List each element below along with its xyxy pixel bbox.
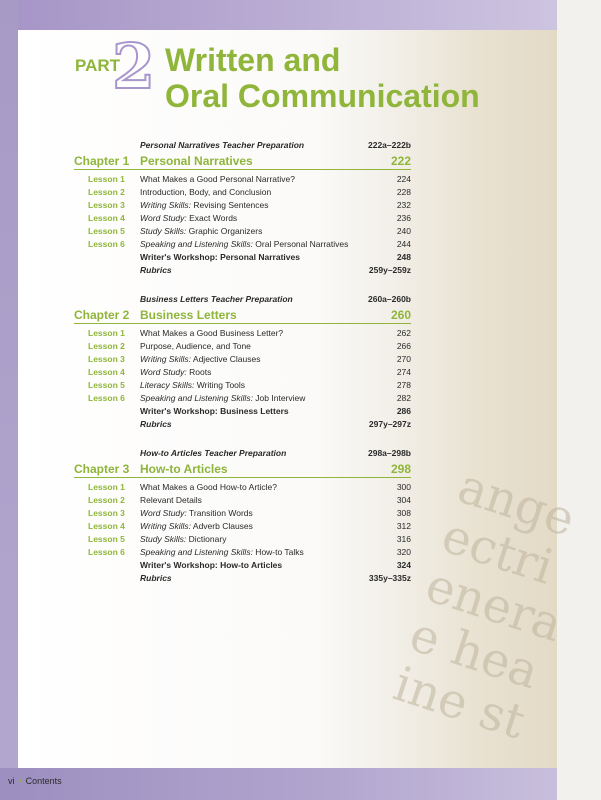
lesson-title <box>140 367 211 377</box>
footer-page-number: vi <box>8 776 15 786</box>
chapter-rule <box>74 169 411 170</box>
lesson-title-prefix: Speaking and Listening Skills: <box>140 547 253 557</box>
lesson-title <box>140 482 277 492</box>
lesson-row <box>0 482 557 495</box>
part-title-line2: Oral Communication <box>165 78 480 114</box>
lesson-title <box>140 495 202 505</box>
lesson-title-text: What Makes a Good Business Letter? <box>140 328 284 338</box>
lesson-title <box>140 521 253 531</box>
lesson-label: Lesson 3 <box>88 354 125 364</box>
chapter-title: Business Letters <box>140 308 237 322</box>
footer <box>8 776 62 786</box>
lesson-row <box>0 393 557 406</box>
lesson-title-text: Adjective Clauses <box>191 354 261 364</box>
part-title-line1: Written and <box>165 42 341 78</box>
lesson-page: 308 <box>396 508 411 518</box>
lesson-label: Lesson 5 <box>88 534 125 544</box>
workshop-page: 248 <box>396 252 411 262</box>
lesson-row <box>0 341 557 354</box>
workshop-row <box>0 560 557 573</box>
rubrics-page: 297y–297z <box>368 419 411 429</box>
lesson-title <box>140 393 305 403</box>
bottom-band <box>0 768 557 800</box>
lesson-row <box>0 226 557 239</box>
lesson-page: 244 <box>396 239 411 249</box>
chapter-label: Chapter 2 <box>74 308 130 322</box>
lesson-label: Lesson 4 <box>88 213 125 223</box>
lesson-row <box>0 547 557 560</box>
chapter-page: 298 <box>390 462 411 476</box>
lesson-row <box>0 508 557 521</box>
lesson-page: 278 <box>396 380 411 390</box>
lesson-page: 228 <box>396 187 411 197</box>
workshop-page: 286 <box>396 406 411 416</box>
lesson-title <box>140 547 304 557</box>
lesson-title-prefix: Speaking and Listening Skills: <box>140 393 253 403</box>
lesson-title <box>140 174 295 184</box>
chapter-page: 260 <box>390 308 411 322</box>
footer-section: Contents <box>25 776 62 786</box>
lesson-label: Lesson 6 <box>88 547 125 557</box>
lesson-label: Lesson 5 <box>88 226 125 236</box>
lesson-page: 300 <box>396 482 411 492</box>
rubrics-page: 259y–259z <box>368 265 411 275</box>
chapter-label: Chapter 1 <box>74 154 130 168</box>
lesson-title-text: Roots <box>186 367 212 377</box>
lesson-title-prefix: Speaking and Listening Skills: <box>140 239 253 249</box>
lesson-page: 224 <box>396 174 411 184</box>
chapter-prep-title: Personal Narratives Teacher Preparation <box>140 140 305 150</box>
footer-bullet: • <box>18 776 22 786</box>
lesson-title-text: Job Interview <box>252 393 306 403</box>
lesson-title-text: Graphic Organizers <box>186 226 263 236</box>
lesson-title-text: Introduction, Body, and Conclusion <box>140 187 272 197</box>
lesson-label: Lesson 1 <box>88 482 125 492</box>
lesson-label: Lesson 6 <box>88 393 125 403</box>
lesson-row <box>0 328 557 341</box>
lesson-page: 320 <box>396 547 411 557</box>
lesson-title-text: Dictionary <box>186 534 227 544</box>
chapter-title: Personal Narratives <box>140 154 253 168</box>
workshop-page: 324 <box>396 560 411 570</box>
lesson-title-prefix: Writing Skills: <box>140 521 192 531</box>
lesson-title <box>140 328 283 338</box>
lesson-title <box>140 341 251 351</box>
lesson-title-prefix: Study Skills: <box>140 534 187 544</box>
part-label: PART <box>75 56 121 75</box>
rubrics-row <box>0 265 557 278</box>
rubrics-title: Rubrics <box>140 265 172 275</box>
lesson-label: Lesson 1 <box>88 174 125 184</box>
lesson-title <box>140 187 271 197</box>
lesson-page: 236 <box>396 213 411 223</box>
lesson-title <box>140 200 269 210</box>
lesson-title-text: What Makes a Good Personal Narrative? <box>140 174 295 184</box>
lesson-title-text: What Makes a Good How-to Article? <box>140 482 278 492</box>
chapter-prep-title: How-to Articles Teacher Preparation <box>140 448 287 458</box>
lesson-row <box>0 534 557 547</box>
chapter-page: 222 <box>390 154 411 168</box>
lesson-page: 262 <box>396 328 411 338</box>
lesson-page: 266 <box>396 341 411 351</box>
lesson-title <box>140 380 245 390</box>
lesson-page: 274 <box>396 367 411 377</box>
lesson-row <box>0 239 557 252</box>
lesson-page: 270 <box>396 354 411 364</box>
lesson-row <box>0 367 557 380</box>
lesson-title <box>140 226 262 236</box>
lesson-title-prefix: Writing Skills: <box>140 200 192 210</box>
lesson-title <box>140 534 226 544</box>
lesson-title-text: Revising Sentences <box>191 200 269 210</box>
lesson-title-prefix: Word Study: <box>140 508 187 518</box>
lesson-page: 312 <box>396 521 411 531</box>
lesson-label: Lesson 2 <box>88 187 125 197</box>
lesson-page: 304 <box>396 495 411 505</box>
rubrics-title: Rubrics <box>140 419 172 429</box>
lesson-row <box>0 187 557 200</box>
lesson-page: 316 <box>396 534 411 544</box>
lesson-title-prefix: Word Study: <box>140 213 187 223</box>
part-title <box>165 42 480 114</box>
lesson-label: Lesson 2 <box>88 341 125 351</box>
lesson-label: Lesson 3 <box>88 200 125 210</box>
lesson-title-text: Transition Words <box>186 508 253 518</box>
lesson-label: Lesson 5 <box>88 380 125 390</box>
lesson-title <box>140 239 348 249</box>
lesson-row <box>0 380 557 393</box>
workshop-row <box>0 406 557 419</box>
lesson-title-text: Relevant Details <box>140 495 202 505</box>
rubrics-row <box>0 573 557 586</box>
lesson-page: 282 <box>396 393 411 403</box>
chapter-label: Chapter 3 <box>74 462 130 476</box>
chapter-rule <box>74 323 411 324</box>
chapter-prep-pages: 298a–298b <box>367 448 411 458</box>
lesson-title-text: Writing Tools <box>194 380 246 390</box>
chapter-rule <box>74 477 411 478</box>
lesson-title-text: How-to Talks <box>252 547 304 557</box>
lesson-label: Lesson 4 <box>88 521 125 531</box>
lesson-title-prefix: Literacy Skills: <box>140 380 195 390</box>
top-band <box>0 0 557 30</box>
lesson-label: Lesson 4 <box>88 367 125 377</box>
lesson-title-prefix: Study Skills: <box>140 226 187 236</box>
lesson-row <box>0 174 557 187</box>
lesson-label: Lesson 3 <box>88 508 125 518</box>
lesson-title <box>140 508 253 518</box>
lesson-row <box>0 495 557 508</box>
lesson-title-text: Exact Words <box>186 213 238 223</box>
lesson-label: Lesson 6 <box>88 239 125 249</box>
lesson-row <box>0 354 557 367</box>
rubrics-page: 335y–335z <box>368 573 411 583</box>
part-number: 2 <box>112 30 156 103</box>
workshop-row <box>0 252 557 265</box>
chapter-title: How-to Articles <box>140 462 228 476</box>
workshop-title: Writer's Workshop: Personal Narratives <box>140 252 300 262</box>
lesson-row <box>0 200 557 213</box>
rubrics-row <box>0 419 557 432</box>
lesson-title <box>140 354 260 364</box>
lesson-page: 240 <box>396 226 411 236</box>
lesson-title-prefix: Writing Skills: <box>140 354 192 364</box>
workshop-title: Writer's Workshop: Business Letters <box>140 406 289 416</box>
lesson-row <box>0 213 557 226</box>
chapter-prep-title: Business Letters Teacher Preparation <box>140 294 293 304</box>
lesson-label: Lesson 1 <box>88 328 125 338</box>
lesson-page: 232 <box>396 200 411 210</box>
chapter-prep-pages: 260a–260b <box>367 294 411 304</box>
background-photo-text: ange ectri enera e hea ine st <box>387 458 582 751</box>
lesson-row <box>0 521 557 534</box>
lesson-title-prefix: Word Study: <box>140 367 187 377</box>
lesson-label: Lesson 2 <box>88 495 125 505</box>
lesson-title-text: Oral Personal Narratives <box>252 239 349 249</box>
rubrics-title: Rubrics <box>140 573 172 583</box>
chapter-prep-pages: 222a–222b <box>367 140 411 150</box>
lesson-title-text: Adverb Clauses <box>191 521 253 531</box>
workshop-title: Writer's Workshop: How-to Articles <box>140 560 283 570</box>
lesson-title <box>140 213 237 223</box>
lesson-title-text: Purpose, Audience, and Tone <box>140 341 251 351</box>
